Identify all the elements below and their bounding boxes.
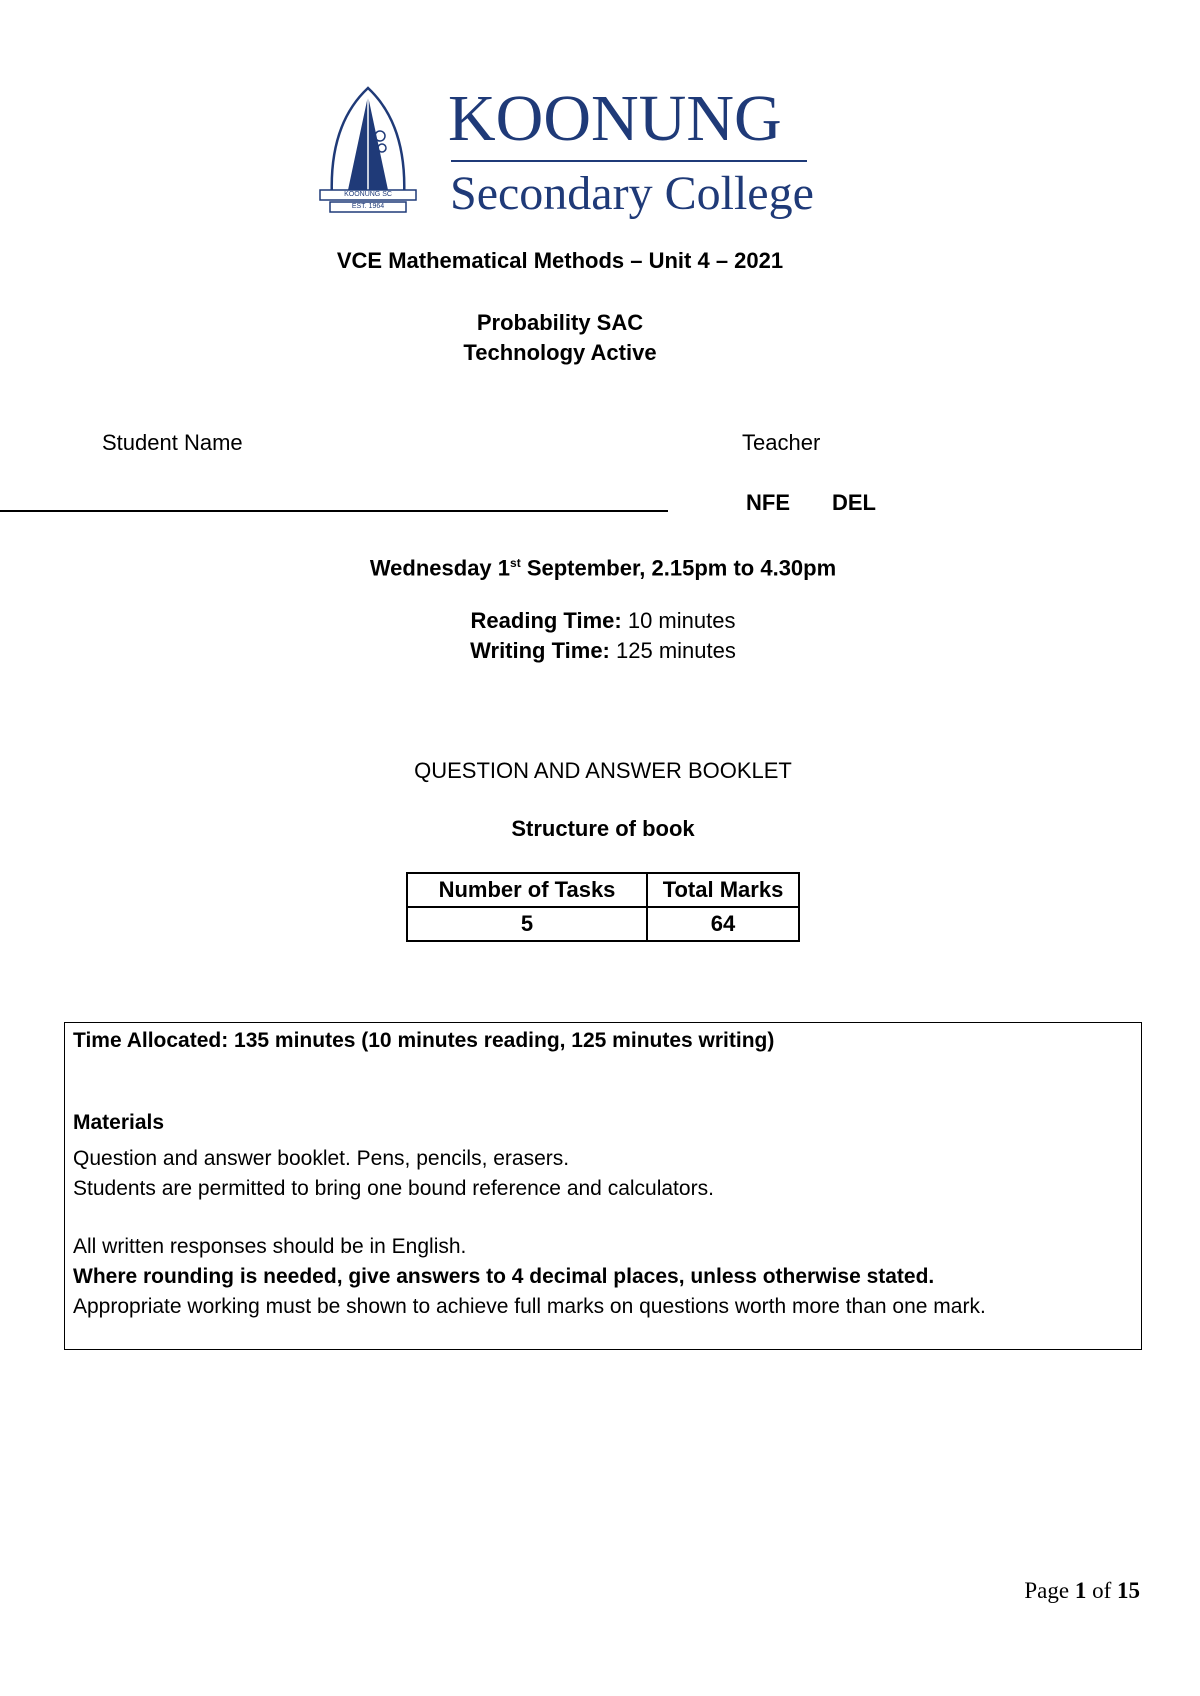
school-logo: [318, 82, 818, 224]
materials-heading: Materials: [73, 1111, 165, 1134]
table-header-row: [407, 873, 799, 907]
teacher-label: Teacher: [742, 430, 821, 455]
writing-time-label: Writing Time:: [470, 638, 610, 663]
sac-title: Probability SAC: [476, 310, 644, 335]
structure-title: Structure of book: [511, 816, 695, 841]
crest-text-lower: EST. 1964: [351, 203, 385, 210]
page-total: 15: [1117, 1578, 1140, 1603]
logo-divider: [451, 160, 807, 162]
rounding-note: Where rounding is needed, give answers to 4 decimal places, unless otherwise stated.: [73, 1265, 935, 1288]
page-number: [1000, 1578, 1140, 1604]
reading-time-value: 10 minutes: [621, 608, 736, 633]
page-word: Page: [1024, 1578, 1075, 1603]
course-title: VCE Mathematical Methods – Unit 4 – 2021: [336, 248, 784, 273]
exam-date-prefix: Wednesday 1: [369, 555, 511, 581]
exam-date-ordinal: st: [510, 556, 521, 570]
reading-time: [0, 606, 1200, 636]
page-current: 1: [1074, 1578, 1087, 1603]
crest-text-upper: KOONUNG SC: [344, 191, 392, 198]
table-row: [407, 907, 799, 941]
reading-time-label: Reading Time:: [470, 608, 622, 633]
teacher-option-del[interactable]: DEL: [832, 490, 876, 515]
writing-time-value: 125 minutes: [609, 638, 736, 663]
exam-date: [0, 548, 1200, 583]
writing-time: [0, 636, 1200, 666]
time-allocated: Time Allocated: 135 minutes (10 minutes reading, 125 minutes writing): [73, 1029, 775, 1052]
table-header-cell: Number of Tasks: [407, 873, 647, 907]
instructions-box: [64, 1022, 1142, 1350]
table-cell: 5: [407, 907, 647, 941]
working-note: Appropriate working must be shown to achieve full marks on questions worth more than one mark.: [73, 1295, 986, 1318]
logo-name-line1: KOONUNG: [448, 82, 782, 155]
english-note: All written responses should be in English.: [73, 1235, 467, 1258]
table-header-cell: Total Marks: [647, 873, 799, 907]
materials-line-2: Students are permitted to bring one bound reference and calculators.: [73, 1177, 714, 1200]
exam-date-suffix: September, 2.15pm to 4.30pm: [520, 555, 837, 581]
student-name-label: Student Name: [102, 430, 243, 455]
booklet-title: QUESTION AND ANSWER BOOKLET: [414, 758, 792, 783]
page-of: of: [1086, 1578, 1117, 1603]
table-cell: 64: [647, 907, 799, 941]
teacher-option-nfe[interactable]: NFE: [746, 490, 790, 515]
student-name-line[interactable]: [0, 510, 668, 512]
sac-mode: Technology Active: [463, 340, 657, 365]
logo-name-line2: Secondary College: [450, 167, 814, 220]
structure-table: [406, 872, 800, 942]
materials-line-1: Question and answer booklet. Pens, pencils, erasers.: [73, 1147, 570, 1170]
